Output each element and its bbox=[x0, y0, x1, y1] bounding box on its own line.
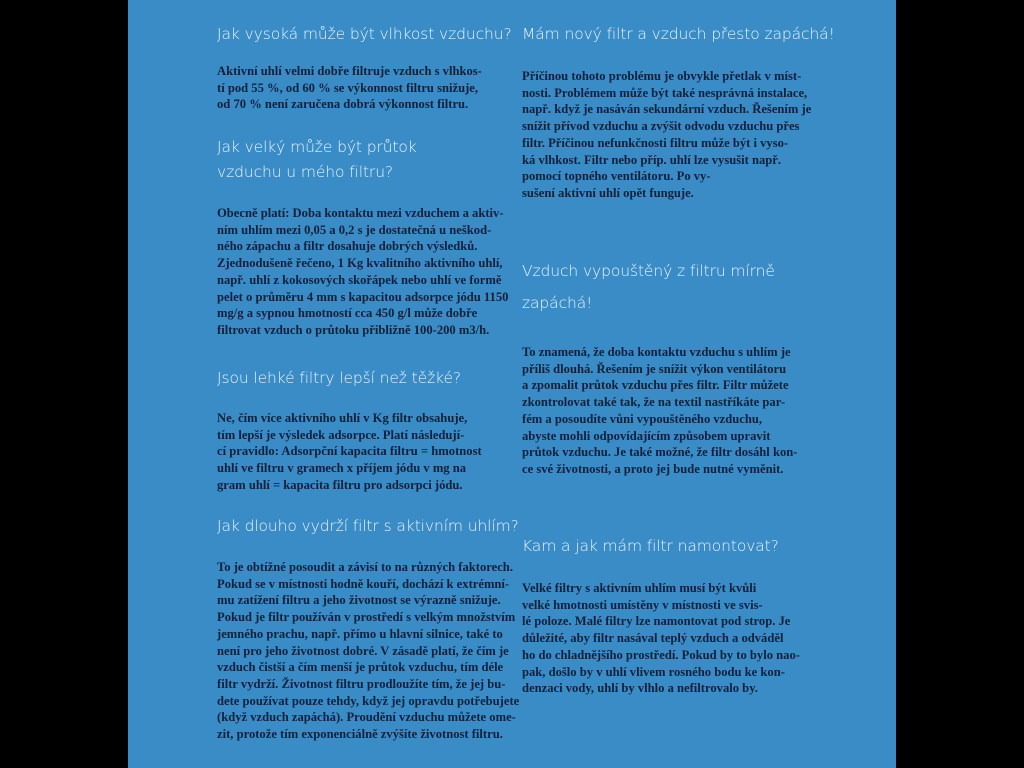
text-line: Zjednodušeně řečeno, 1 Kg kvalitního aktivního uhlí, bbox=[217, 256, 503, 271]
paragraph-mounting bbox=[522, 580, 800, 697]
text-line: (když vzduch zapáchá). Proudění vzduchu můžete ome- bbox=[217, 710, 516, 725]
text-line: fém a posoudíte vůni vypouštěného vzduchu, bbox=[522, 411, 763, 426]
text-line: důležité, aby filtr nasával teplý vzduch a odváděl bbox=[522, 631, 784, 646]
paragraph-airflow bbox=[217, 205, 508, 339]
text-line: Obecně platí: Doba kontaktu mezi vzduchem a aktiv- bbox=[217, 206, 504, 220]
text-line: zkontrolovat také tak, že na textil nastříkáte par- bbox=[522, 395, 786, 410]
text-line: vzduch čistší a čím menší je průtok vzduchu, tím déle bbox=[217, 660, 504, 675]
text-line: uhlí ve filtru v gramech x příjem jódu v mg na bbox=[217, 461, 467, 476]
text-line: nosti. Problémem může být také nesprávná instalace, bbox=[522, 85, 808, 100]
heading-lifetime bbox=[217, 516, 519, 536]
paragraph-output-smell bbox=[522, 344, 797, 478]
text-line: ho do chladnějšího prostředí. Pokud by to bylo nao- bbox=[522, 647, 800, 662]
text-line: např. uhlí z kokosových skořápek nebo uhlí ve formě bbox=[217, 272, 502, 287]
heading-line: zapáchá! bbox=[522, 294, 593, 312]
heading-line: Mám nový filtr a vzduch přesto zapáchá! bbox=[522, 25, 835, 43]
text-line: ce své životnosti, a proto jej bude nutné vyměnit. bbox=[522, 461, 784, 476]
text-line: např. když je nasáván sekundární vzduch. Řešením je bbox=[522, 102, 812, 117]
heading-line: vzduchu u mého filtru? bbox=[217, 163, 394, 181]
text-line: snížit přívod vzduchu a zvýšit odvodu vzduchu přes bbox=[522, 119, 800, 134]
text-line: Příčinou tohoto problému je obvykle přetlak v míst- bbox=[522, 69, 802, 83]
text-line: průtok vzduchu. Je také možné, že filtr dosáhl kon- bbox=[522, 445, 798, 460]
text-line: Pokud je filtr používán v prostředí s velkým množstvím bbox=[217, 610, 516, 625]
heading-humidity bbox=[217, 24, 512, 44]
text-line: filtrovat vzduch o průtoku přibližně 100-200 m3/h. bbox=[217, 322, 490, 337]
heading-new-filter-smell bbox=[522, 24, 835, 44]
text-line: pak, došlo by v uhlí vlivem rosného bodu ke kon- bbox=[522, 664, 785, 679]
text-line: ním uhlím mezi 0,05 a 0,2 s je dostatečná u neškod- bbox=[217, 222, 492, 237]
heading-line: Jak vysoká může být vlhkost vzduchu? bbox=[217, 25, 512, 43]
text-line: pelet o průměru 4 mm s kapacitou adsorpce jódu 1150 bbox=[217, 289, 509, 304]
text-line: tím lepší je výsledek adsorpce. Platí následují- bbox=[217, 427, 465, 442]
heading-mounting bbox=[522, 536, 779, 556]
text-line: a zpomalit průtok vzduchu přes filtr. Filtr můžete bbox=[522, 378, 789, 393]
text-line: abyste mohli odpovídajícím způsobem upravit bbox=[522, 428, 771, 443]
heading-line: Jsou lehké filtry lepší než těžké? bbox=[217, 369, 462, 387]
text-line: To znamená, že doba kontaktu vzduchu s uhlím je bbox=[522, 345, 791, 359]
paragraph-light-filters bbox=[217, 410, 482, 494]
text-line: od 70 % není zaručena dobrá výkonnost filtru. bbox=[217, 97, 469, 112]
heading-line: Vzduch vypouštěný z filtru mírně bbox=[522, 262, 775, 280]
text-line: příliš dlouhá. Řešením je snížit výkon ventilátoru bbox=[522, 361, 787, 376]
heading-line: Jak velký může být průtok bbox=[217, 138, 417, 156]
text-line: filtr vydrží. Životnost filtru prodloužíte tím, že jej bu- bbox=[217, 676, 506, 691]
text-line: cí pravidlo: Adsorpční kapacita filtru = hmotnost bbox=[217, 444, 482, 459]
heading-airflow bbox=[217, 135, 417, 185]
heading-line: Jak dlouho vydrží filtr s aktivním uhlím? bbox=[217, 517, 519, 535]
text-line: dete používat pouze tehdy, když jej opravdu potřebujete bbox=[217, 693, 520, 708]
text-line: Velké filtry s aktivním uhlím musí být kvůli bbox=[522, 581, 757, 595]
text-line: zit, protože tím exponenciálně zvýšíte životnost filtru. bbox=[217, 727, 503, 742]
text-line: filtr. Příčinou nefunkčnosti filtru může být i vyso- bbox=[522, 135, 789, 150]
text-line: ká vlhkost. Filtr nebo příp. uhlí lze vysušit např. bbox=[522, 152, 782, 167]
paragraph-lifetime bbox=[217, 559, 519, 743]
text-line: pomocí topného ventilátoru. Po vy- bbox=[522, 169, 711, 184]
text-line: jemného prachu, např. přímo u hlavní silnice, také to bbox=[217, 626, 503, 641]
text-line: Pokud se v místnosti hodně kouří, dochází k extrémní- bbox=[217, 576, 510, 591]
heading-line: Kam a jak mám filtr namontovat? bbox=[522, 537, 779, 555]
text-line: gram uhlí = kapacita filtru pro adsorpci jódu. bbox=[217, 477, 463, 492]
text-line: To je obtížné posoudit a závisí to na různých faktorech. bbox=[217, 560, 513, 574]
heading-output-smell bbox=[522, 255, 775, 319]
text-line: velké hmotnosti umístěny v místnosti ve svis- bbox=[522, 597, 763, 612]
text-line: není pro jeho životnost dobré. V zásadě platí, že čím je bbox=[217, 643, 509, 658]
document-page bbox=[128, 0, 896, 768]
text-line: sušení aktivní uhlí opět funguje. bbox=[522, 185, 694, 200]
text-line: mu zatížení filtru a jeho životnost se výrazně snižuje. bbox=[217, 593, 501, 608]
heading-light-filters bbox=[217, 368, 461, 388]
text-line: denzaci vody, uhlí by vlhlo a nefiltrovalo by. bbox=[522, 681, 758, 696]
text-line: Aktivní uhlí velmi dobře filtruje vzduch s vlhkos- bbox=[217, 64, 482, 78]
text-line: tí pod 55 %, od 60 % se výkonnost filtru snižuje, bbox=[217, 80, 479, 95]
paragraph-humidity bbox=[217, 63, 482, 113]
text-line: mg/g a sypnou hmotností cca 450 g/l může dobře bbox=[217, 306, 478, 321]
text-line: ného zápachu a filtr dosahuje dobrých výsledků. bbox=[217, 239, 478, 254]
paragraph-new-filter-smell bbox=[522, 68, 811, 202]
text-line: Ne, čím více aktivního uhlí v Kg filtr obsahuje, bbox=[217, 411, 468, 425]
text-line: lé poloze. Malé filtry lze namontovat pod strop. Je bbox=[522, 614, 791, 629]
